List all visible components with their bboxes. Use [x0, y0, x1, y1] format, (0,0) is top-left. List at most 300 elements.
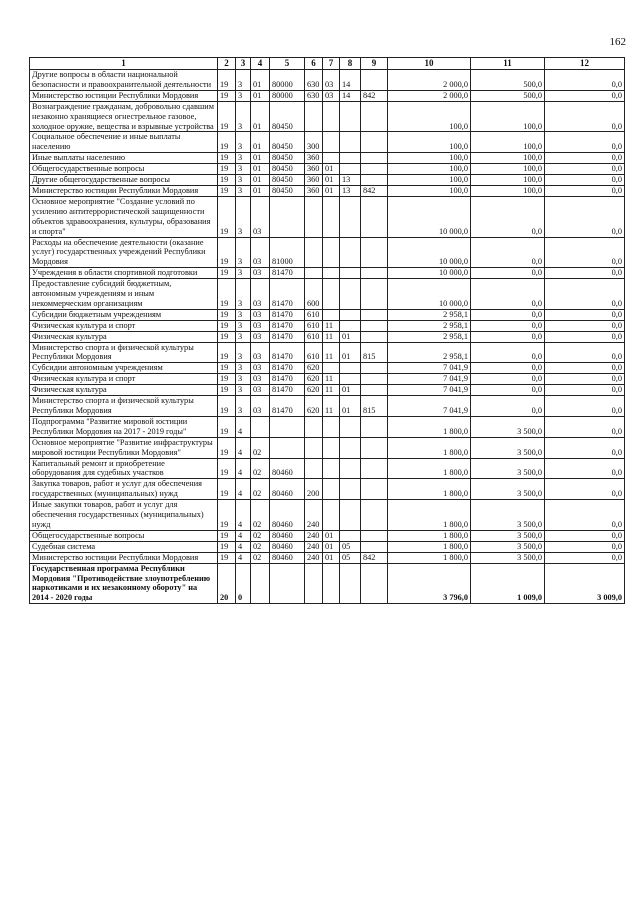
cell-amount-2018: 100,0: [471, 175, 545, 186]
cell-code-c8: [340, 101, 361, 132]
table-row: [30, 396, 625, 417]
col-header: 2: [218, 58, 236, 70]
cell-code-c5: [270, 196, 305, 237]
cell-code-c5: 80450: [270, 153, 305, 164]
cell-amount-2017: 1 800,0: [388, 541, 471, 552]
cell-code-c9: [361, 563, 388, 604]
cell-amount-2017: 10 000,0: [388, 279, 471, 310]
cell-code-c3: 3: [236, 331, 251, 342]
cell-code-c4: 03: [251, 320, 270, 331]
cell-code-c9: [361, 320, 388, 331]
cell-code-c3: 4: [236, 530, 251, 541]
cell-amount-2018: 100,0: [471, 164, 545, 175]
cell-code-c8: 01: [340, 331, 361, 342]
col-header: 10: [388, 58, 471, 70]
cell-code-c7: [323, 563, 340, 604]
cell-code-c3: 3: [236, 175, 251, 186]
row-name: Физическая культура: [30, 331, 218, 342]
cell-amount-2017: 1 800,0: [388, 552, 471, 563]
cell-amount-2018: 3 500,0: [471, 530, 545, 541]
col-header: 4: [251, 58, 270, 70]
cell-amount-2018: 500,0: [471, 70, 545, 91]
col-header: 9: [361, 58, 388, 70]
cell-code-c5: 81470: [270, 331, 305, 342]
budget-table: [29, 57, 625, 604]
cell-code-c2: 19: [218, 185, 236, 196]
cell-amount-2018: 0,0: [471, 237, 545, 268]
cell-code-c9: [361, 309, 388, 320]
cell-code-c8: [340, 320, 361, 331]
cell-amount-2018: 500,0: [471, 90, 545, 101]
cell-code-c9: [361, 70, 388, 91]
cell-amount-2019: 0,0: [545, 320, 625, 331]
cell-code-c6: 630: [305, 90, 323, 101]
cell-code-c9: [361, 279, 388, 310]
row-name: Иные закупки товаров, работ и услуг для обеспечения государственных (муниципальных) нужд: [30, 500, 218, 531]
cell-code-c7: 11: [323, 331, 340, 342]
cell-code-c3: 3: [236, 237, 251, 268]
cell-amount-2017: 10 000,0: [388, 268, 471, 279]
cell-code-c8: 13: [340, 175, 361, 186]
cell-code-c6: [305, 196, 323, 237]
cell-amount-2019: 0,0: [545, 396, 625, 417]
cell-amount-2017: 7 041,9: [388, 363, 471, 374]
cell-code-c2: 19: [218, 164, 236, 175]
row-name: Физическая культура и спорт: [30, 374, 218, 385]
col-header: 8: [340, 58, 361, 70]
cell-amount-2019: 0,0: [545, 374, 625, 385]
cell-amount-2018: 3 500,0: [471, 500, 545, 531]
row-name: Другие вопросы в области национальной безопасности и правоохранительной деятельности: [30, 70, 218, 91]
cell-code-c3: 3: [236, 153, 251, 164]
table-row: [30, 374, 625, 385]
cell-amount-2018: 0,0: [471, 342, 545, 363]
row-name: Общегосударственные вопросы: [30, 164, 218, 175]
cell-code-c2: 19: [218, 237, 236, 268]
table-row: [30, 437, 625, 458]
cell-code-c5: 81470: [270, 363, 305, 374]
cell-code-c8: [340, 437, 361, 458]
cell-amount-2017: 7 041,9: [388, 396, 471, 417]
cell-code-c2: 19: [218, 175, 236, 186]
col-header: 3: [236, 58, 251, 70]
cell-code-c4: 02: [251, 552, 270, 563]
cell-code-c7: 11: [323, 396, 340, 417]
cell-code-c7: [323, 237, 340, 268]
table-row: [30, 196, 625, 237]
cell-code-c7: [323, 309, 340, 320]
cell-amount-2017: 1 800,0: [388, 458, 471, 479]
cell-code-c7: 01: [323, 185, 340, 196]
cell-code-c4: 02: [251, 437, 270, 458]
row-name: Основное мероприятие "Создание условий по усилению антитеррористической защищенности объектов здравоохранения, культуры, образования и спорта": [30, 196, 218, 237]
cell-code-c7: 11: [323, 385, 340, 396]
cell-amount-2017: 3 796,0: [388, 563, 471, 604]
col-header: 6: [305, 58, 323, 70]
cell-code-c5: 80450: [270, 132, 305, 153]
cell-code-c6: 240: [305, 541, 323, 552]
cell-code-c3: 3: [236, 185, 251, 196]
cell-code-c7: [323, 500, 340, 531]
cell-amount-2018: 3 500,0: [471, 541, 545, 552]
cell-amount-2017: 1 800,0: [388, 530, 471, 541]
cell-code-c4: 01: [251, 153, 270, 164]
cell-code-c8: [340, 374, 361, 385]
row-name: Министерство юстиции Республики Мордовия: [30, 185, 218, 196]
table-row: [30, 237, 625, 268]
cell-amount-2019: 0,0: [545, 153, 625, 164]
cell-amount-2019: 0,0: [545, 458, 625, 479]
cell-amount-2018: 100,0: [471, 132, 545, 153]
cell-code-c3: 3: [236, 279, 251, 310]
cell-code-c3: 3: [236, 101, 251, 132]
table-row: [30, 279, 625, 310]
row-name: Социальное обеспечение и иные выплаты населению: [30, 132, 218, 153]
cell-code-c7: [323, 458, 340, 479]
cell-code-c8: [340, 500, 361, 531]
cell-code-c4: 03: [251, 363, 270, 374]
table-row: [30, 268, 625, 279]
cell-code-c3: 0: [236, 563, 251, 604]
cell-code-c5: 81470: [270, 309, 305, 320]
cell-code-c4: 03: [251, 268, 270, 279]
cell-amount-2019: 0,0: [545, 363, 625, 374]
cell-code-c4: 01: [251, 185, 270, 196]
cell-code-c9: [361, 500, 388, 531]
cell-code-c9: 815: [361, 396, 388, 417]
row-name: Министерство спорта и физической культуры Республики Мордовия: [30, 342, 218, 363]
cell-code-c6: [305, 101, 323, 132]
cell-amount-2018: 3 500,0: [471, 458, 545, 479]
cell-code-c8: [340, 164, 361, 175]
row-name: Основное мероприятие "Развитие инфраструктуры мировой юстиции Республики Мордовия": [30, 437, 218, 458]
cell-code-c5: 81470: [270, 268, 305, 279]
cell-code-c6: 240: [305, 530, 323, 541]
cell-code-c4: 02: [251, 458, 270, 479]
cell-code-c3: 3: [236, 320, 251, 331]
cell-code-c7: [323, 416, 340, 437]
row-name: Учреждения в области спортивной подготовки: [30, 268, 218, 279]
row-name: Физическая культура: [30, 385, 218, 396]
row-name: Другие общегосударственные вопросы: [30, 175, 218, 186]
header-row: [30, 58, 625, 70]
cell-code-c7: [323, 479, 340, 500]
cell-code-c6: 240: [305, 552, 323, 563]
cell-code-c3: 3: [236, 374, 251, 385]
cell-amount-2018: 3 500,0: [471, 552, 545, 563]
cell-code-c4: 02: [251, 479, 270, 500]
cell-amount-2019: 0,0: [545, 331, 625, 342]
cell-code-c6: [305, 563, 323, 604]
cell-amount-2019: 0,0: [545, 552, 625, 563]
row-name: Субсидии бюджетным учреждениям: [30, 309, 218, 320]
table-row: [30, 70, 625, 91]
cell-amount-2018: 0,0: [471, 196, 545, 237]
col-header: 7: [323, 58, 340, 70]
cell-code-c3: 3: [236, 342, 251, 363]
cell-code-c4: 02: [251, 530, 270, 541]
cell-amount-2017: 100,0: [388, 153, 471, 164]
cell-code-c2: 19: [218, 342, 236, 363]
cell-code-c4: [251, 416, 270, 437]
cell-amount-2019: 3 009,0: [545, 563, 625, 604]
row-name: Государственная программа Республики Мордовия "Противодействие злоупотреблению наркотиками и их незаконному обороту" на 2014 - 2020 годы: [30, 563, 218, 604]
cell-code-c6: 620: [305, 396, 323, 417]
table-row: [30, 132, 625, 153]
cell-code-c2: 19: [218, 331, 236, 342]
cell-code-c8: 01: [340, 342, 361, 363]
table-row: [30, 563, 625, 604]
cell-code-c6: 360: [305, 153, 323, 164]
cell-code-c2: 19: [218, 374, 236, 385]
cell-code-c4: 02: [251, 541, 270, 552]
cell-code-c8: [340, 153, 361, 164]
table-row: [30, 153, 625, 164]
row-name: Подпрограмма "Развитие мировой юстиции Республики Мордовия на 2017 - 2019 годы": [30, 416, 218, 437]
cell-amount-2019: 0,0: [545, 309, 625, 320]
cell-code-c8: [340, 458, 361, 479]
cell-amount-2019: 0,0: [545, 164, 625, 175]
cell-code-c7: 11: [323, 342, 340, 363]
table-row: [30, 530, 625, 541]
cell-code-c2: 19: [218, 90, 236, 101]
cell-code-c5: [270, 563, 305, 604]
cell-code-c4: 01: [251, 132, 270, 153]
table-row: [30, 320, 625, 331]
row-name: Капитальный ремонт и приобретение оборудования для судебных участков: [30, 458, 218, 479]
table-row: [30, 363, 625, 374]
cell-amount-2018: 0,0: [471, 309, 545, 320]
cell-code-c8: [340, 416, 361, 437]
cell-code-c9: [361, 541, 388, 552]
col-header: 11: [471, 58, 545, 70]
cell-amount-2017: 7 041,9: [388, 385, 471, 396]
table-row: [30, 309, 625, 320]
cell-code-c6: [305, 458, 323, 479]
cell-code-c5: 80460: [270, 530, 305, 541]
col-header: 12: [545, 58, 625, 70]
cell-amount-2018: 0,0: [471, 331, 545, 342]
cell-code-c7: 01: [323, 552, 340, 563]
cell-code-c3: 4: [236, 437, 251, 458]
cell-amount-2017: 100,0: [388, 185, 471, 196]
row-name: Вознаграждение гражданам, добровольно сдавшим незаконно хранящиеся огнестрельное газовое, холодное оружие, вещества и взрывные устройства: [30, 101, 218, 132]
cell-code-c5: 80000: [270, 70, 305, 91]
cell-amount-2018: 3 500,0: [471, 479, 545, 500]
cell-code-c7: [323, 101, 340, 132]
table-row: [30, 90, 625, 101]
cell-code-c3: 3: [236, 309, 251, 320]
cell-code-c6: 360: [305, 164, 323, 175]
cell-code-c4: 03: [251, 309, 270, 320]
cell-code-c7: [323, 437, 340, 458]
cell-amount-2019: 0,0: [545, 196, 625, 237]
cell-code-c2: 19: [218, 132, 236, 153]
cell-amount-2018: 100,0: [471, 185, 545, 196]
cell-amount-2019: 0,0: [545, 185, 625, 196]
cell-code-c6: [305, 416, 323, 437]
row-name: Министерство юстиции Республики Мордовия: [30, 90, 218, 101]
cell-code-c7: 11: [323, 320, 340, 331]
cell-code-c6: 200: [305, 479, 323, 500]
cell-code-c8: 01: [340, 396, 361, 417]
col-header: 1: [30, 58, 218, 70]
cell-code-c4: 03: [251, 279, 270, 310]
cell-code-c8: 05: [340, 541, 361, 552]
cell-amount-2017: 1 800,0: [388, 416, 471, 437]
table-row: [30, 541, 625, 552]
cell-code-c3: 3: [236, 396, 251, 417]
cell-code-c6: [305, 237, 323, 268]
cell-amount-2018: 1 009,0: [471, 563, 545, 604]
cell-amount-2019: 0,0: [545, 437, 625, 458]
cell-amount-2018: 0,0: [471, 396, 545, 417]
row-name: Закупка товаров, работ и услуг для обеспечения государственных (муниципальных) нужд: [30, 479, 218, 500]
cell-amount-2017: 100,0: [388, 101, 471, 132]
cell-amount-2017: 1 800,0: [388, 479, 471, 500]
cell-code-c8: 13: [340, 185, 361, 196]
cell-code-c8: [340, 309, 361, 320]
cell-code-c2: 19: [218, 153, 236, 164]
cell-amount-2019: 0,0: [545, 237, 625, 268]
table-row: [30, 185, 625, 196]
cell-amount-2019: 0,0: [545, 385, 625, 396]
cell-code-c6: 620: [305, 363, 323, 374]
cell-code-c7: [323, 279, 340, 310]
cell-code-c9: [361, 416, 388, 437]
cell-amount-2018: 0,0: [471, 268, 545, 279]
cell-code-c3: 4: [236, 541, 251, 552]
cell-code-c4: 01: [251, 175, 270, 186]
cell-code-c5: 80460: [270, 500, 305, 531]
cell-amount-2019: 0,0: [545, 175, 625, 186]
cell-code-c5: 80460: [270, 479, 305, 500]
cell-code-c3: 3: [236, 132, 251, 153]
cell-code-c9: [361, 164, 388, 175]
row-name: Расходы на обеспечение деятельности (оказание услуг) государственных учреждений Республики Мордовия: [30, 237, 218, 268]
cell-amount-2018: 0,0: [471, 279, 545, 310]
cell-amount-2017: 100,0: [388, 175, 471, 186]
cell-code-c6: 240: [305, 500, 323, 531]
cell-code-c3: 4: [236, 479, 251, 500]
cell-code-c4: 01: [251, 70, 270, 91]
table-row: [30, 479, 625, 500]
cell-amount-2019: 0,0: [545, 279, 625, 310]
cell-amount-2017: 1 800,0: [388, 500, 471, 531]
cell-amount-2019: 0,0: [545, 342, 625, 363]
cell-code-c7: 03: [323, 70, 340, 91]
cell-code-c2: 19: [218, 279, 236, 310]
cell-code-c5: [270, 437, 305, 458]
cell-code-c5: 80000: [270, 90, 305, 101]
cell-code-c8: [340, 279, 361, 310]
cell-amount-2019: 0,0: [545, 268, 625, 279]
cell-code-c4: 01: [251, 101, 270, 132]
cell-code-c9: [361, 363, 388, 374]
cell-code-c8: [340, 530, 361, 541]
cell-code-c6: 600: [305, 279, 323, 310]
row-name: Физическая культура и спорт: [30, 320, 218, 331]
cell-amount-2019: 0,0: [545, 70, 625, 91]
cell-code-c8: [340, 268, 361, 279]
cell-code-c6: 630: [305, 70, 323, 91]
cell-code-c9: 842: [361, 185, 388, 196]
cell-amount-2017: 7 041,9: [388, 374, 471, 385]
cell-code-c9: 842: [361, 552, 388, 563]
cell-code-c5: 80450: [270, 164, 305, 175]
cell-amount-2017: 10 000,0: [388, 237, 471, 268]
cell-code-c6: [305, 268, 323, 279]
cell-amount-2019: 0,0: [545, 101, 625, 132]
cell-code-c6: 610: [305, 309, 323, 320]
cell-code-c7: 11: [323, 374, 340, 385]
row-name: Министерство спорта и физической культуры Республики Мордовия: [30, 396, 218, 417]
cell-code-c2: 19: [218, 196, 236, 237]
cell-code-c9: 815: [361, 342, 388, 363]
cell-code-c5: 81470: [270, 279, 305, 310]
cell-amount-2019: 0,0: [545, 479, 625, 500]
cell-amount-2018: 0,0: [471, 363, 545, 374]
cell-amount-2019: 0,0: [545, 541, 625, 552]
cell-code-c3: 3: [236, 90, 251, 101]
cell-amount-2017: 10 000,0: [388, 196, 471, 237]
cell-amount-2017: 100,0: [388, 164, 471, 175]
cell-code-c2: 19: [218, 552, 236, 563]
cell-amount-2017: 2 000,0: [388, 70, 471, 91]
cell-code-c7: 01: [323, 541, 340, 552]
cell-code-c5: 81000: [270, 237, 305, 268]
cell-code-c4: 01: [251, 164, 270, 175]
cell-code-c3: 4: [236, 552, 251, 563]
row-name: Иные выплаты населению: [30, 153, 218, 164]
cell-amount-2017: 2 958,1: [388, 320, 471, 331]
cell-code-c3: 4: [236, 458, 251, 479]
cell-code-c7: 03: [323, 90, 340, 101]
table-row: [30, 500, 625, 531]
cell-code-c5: 80460: [270, 552, 305, 563]
cell-code-c9: [361, 196, 388, 237]
cell-code-c2: 19: [218, 530, 236, 541]
cell-amount-2017: 2 958,1: [388, 309, 471, 320]
cell-amount-2017: 2 958,1: [388, 342, 471, 363]
row-name: Министерство юстиции Республики Мордовия: [30, 552, 218, 563]
cell-code-c2: 19: [218, 541, 236, 552]
cell-code-c3: 3: [236, 268, 251, 279]
cell-amount-2017: 1 800,0: [388, 437, 471, 458]
cell-code-c9: [361, 175, 388, 186]
cell-code-c6: 610: [305, 331, 323, 342]
table-row: [30, 552, 625, 563]
cell-code-c6: [305, 437, 323, 458]
cell-code-c3: 3: [236, 70, 251, 91]
cell-code-c6: 360: [305, 175, 323, 186]
cell-code-c5: 81470: [270, 342, 305, 363]
cell-code-c6: 610: [305, 342, 323, 363]
table-row: [30, 164, 625, 175]
cell-amount-2019: 0,0: [545, 416, 625, 437]
cell-code-c8: 05: [340, 552, 361, 563]
cell-code-c9: [361, 132, 388, 153]
cell-code-c3: 3: [236, 164, 251, 175]
cell-code-c5: 80450: [270, 101, 305, 132]
cell-code-c3: 4: [236, 416, 251, 437]
cell-code-c5: 81470: [270, 396, 305, 417]
cell-code-c4: 03: [251, 237, 270, 268]
cell-code-c2: 19: [218, 101, 236, 132]
cell-code-c5: 80450: [270, 175, 305, 186]
cell-code-c9: 842: [361, 90, 388, 101]
cell-code-c6: 300: [305, 132, 323, 153]
